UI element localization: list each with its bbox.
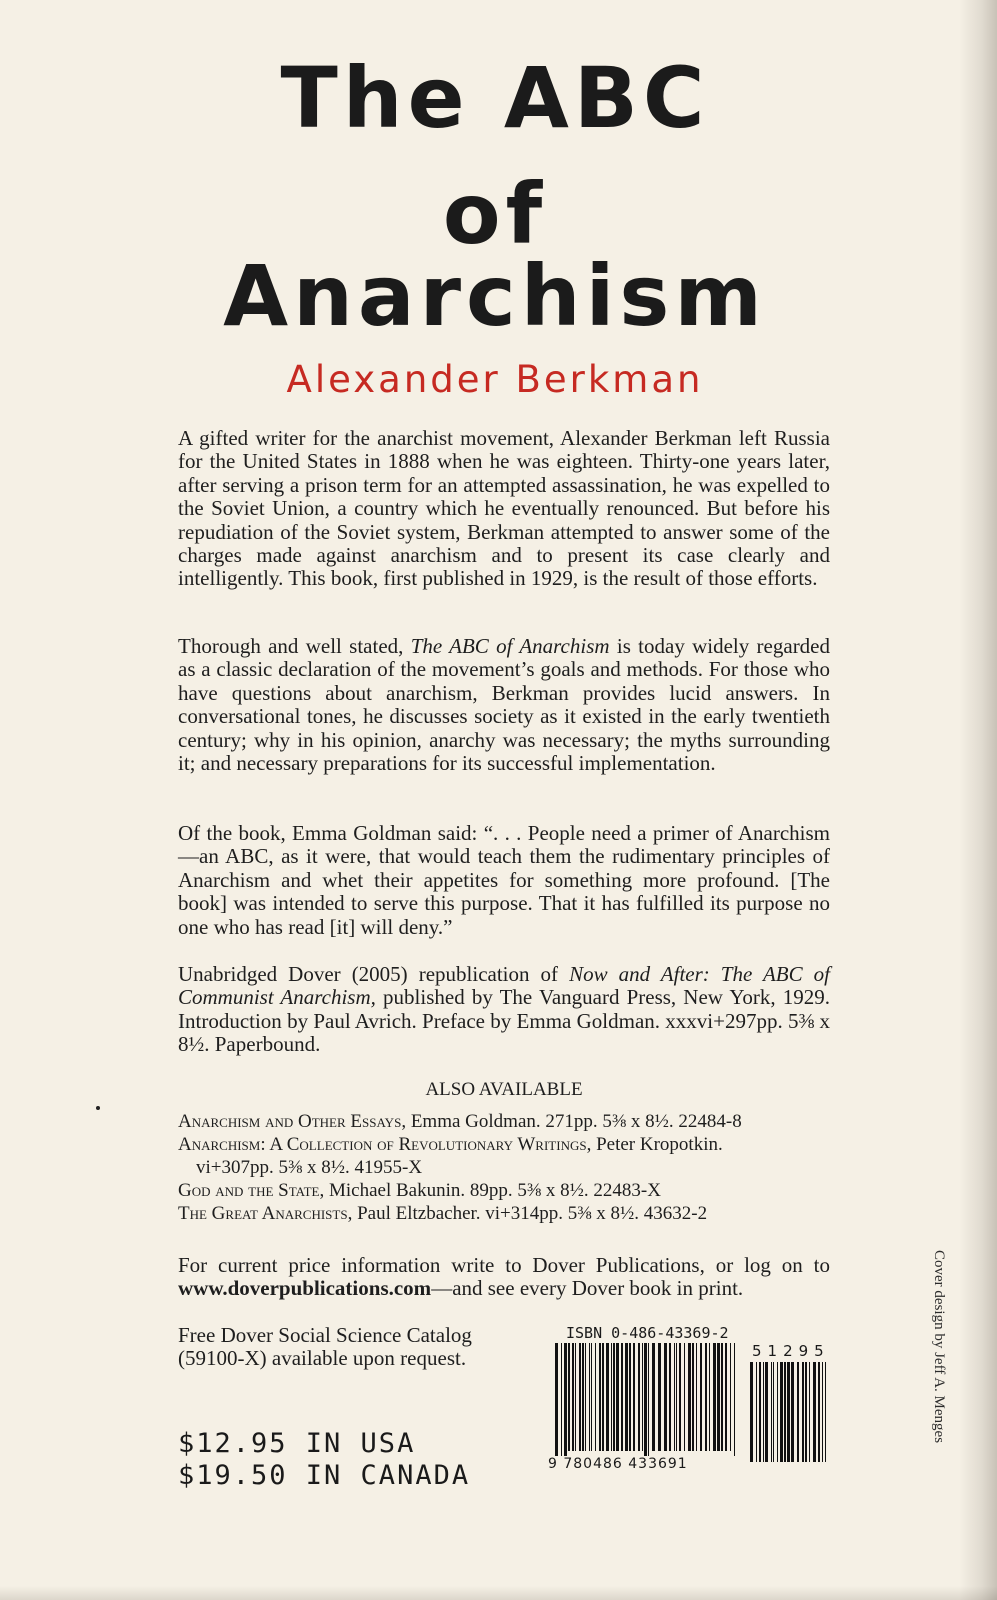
barcode-bar [575, 1343, 576, 1451]
barcode-bar [621, 1343, 623, 1451]
barcode-bar [669, 1343, 671, 1451]
barcode-bar [616, 1343, 619, 1451]
barcode-bar [572, 1343, 574, 1451]
barcode-bar [780, 1362, 783, 1462]
barcode-digits: 9 780486 433691 [548, 1456, 740, 1472]
also-available-item [178, 1202, 838, 1225]
barcode-bar [791, 1362, 794, 1462]
barcode-bar [582, 1343, 584, 1451]
also-item-details: , Michael Bakunin. 89pp. 5⅜ x 8½. 22483-X [319, 1180, 661, 1201]
barcode-bar [613, 1343, 615, 1451]
barcode-bar [763, 1362, 764, 1462]
also-item-details-continued: vi+307pp. 5⅜ x 8½. 41955-X [196, 1157, 423, 1178]
cover-design-credit: Cover design by Jeff A. Menges [931, 1250, 947, 1444]
barcode-bar [585, 1343, 586, 1451]
also-item-title: God and the State [178, 1180, 320, 1201]
barcode-bar [589, 1343, 590, 1451]
paragraph-2-book-title: The ABC of Anarchism [410, 634, 610, 658]
also-available-list [178, 1110, 838, 1225]
barcode-bar [688, 1343, 691, 1451]
barcode-bar [705, 1343, 707, 1451]
barcode-bar [595, 1343, 596, 1451]
barcode-bar [606, 1343, 609, 1451]
barcode-bar [773, 1362, 774, 1462]
publication-note-start: Unabridged Dover (2005) republication of [178, 962, 570, 986]
barcode-bar [822, 1362, 823, 1462]
barcode-bar [555, 1343, 558, 1461]
barcode-bar [787, 1362, 790, 1462]
barcode-bar [664, 1343, 667, 1451]
barcode-bar [692, 1343, 694, 1451]
barcode-bar [750, 1362, 753, 1462]
barcode-bar [674, 1343, 675, 1451]
barcode-bar [818, 1362, 820, 1462]
barcode-bar [648, 1343, 649, 1461]
isbn-barcode [553, 1343, 740, 1461]
barcode-bar [802, 1362, 804, 1462]
goldman-quote-paragraph: Of the book, Emma Goldman said: “. . . People need a primer of Anarchism—an ABC, as it were, that would teach them the rudimentary principles of Anarchism and whet their appetites for something more profound. [The book] was intended to serve this purpose. That it has fulfilled its purpose no one who has read [it] will deny.” [178, 821, 830, 939]
price-canada: $19.50 IN CANADA [178, 1460, 471, 1491]
author-name: Alexander Berkman [286, 358, 704, 401]
dover-website: www.doverpublications.com [178, 1276, 432, 1301]
paragraph-2-text-end: is today widely regarded as a classic declaration of the movement’s goals and methods. For those who have questions about anarchism, Berkman provides lucid answers. In conversational tones, he discusses society as it existed in the early twentieth century; why in his opinion, anarchy was necessary; the myths surrounding it; and necessary preparations for its successful implementation. [178, 634, 831, 776]
barcode-bar [633, 1343, 635, 1451]
also-item-details: , Emma Goldman. 271pp. 5⅜ x 8½. 22484-8 [401, 1111, 742, 1132]
barcode-bar [642, 1343, 643, 1451]
barcode-bar [591, 1343, 592, 1451]
barcode-bar [765, 1362, 768, 1462]
also-available-item [178, 1110, 838, 1133]
barcode-bar [599, 1343, 601, 1451]
barcode-bar [825, 1362, 826, 1462]
barcode-bar [625, 1343, 628, 1451]
description-paragraph-2 [178, 635, 830, 775]
barcode-bar [777, 1362, 778, 1462]
catalog-note: Free Dover Social Science Catalog (59100-X) available upon request. [178, 1323, 472, 1371]
description-paragraph-1: A gifted writer for the anarchist movement, Alexander Berkman left Russia for the United States in 1888 when he was eighteen. Thirty-one years later, after serving a prison term for an attempted assassination, he was expelled to the Soviet Union, a country which he eventually renounced. But before his repudiation of the Soviet system, Berkman attempted to answer some of the charges made against anarchism and to present its case clearly and intelligently. This book, first published in 1929, is the result of those efforts. [178, 426, 830, 591]
publication-note-end: published by The Vanguard Press, New York, 1929. Introduction by Paul Avrich. Preface by Emma Goldman. xxxvi+297pp. 5⅜ x 8½. Paperbound. [178, 985, 831, 1057]
also-available-item [178, 1133, 838, 1179]
publication-note-paragraph [178, 963, 830, 1057]
barcode-bar [658, 1343, 661, 1451]
barcode-bar [797, 1362, 799, 1462]
barcode-bar [684, 1343, 685, 1451]
barcode-bar [730, 1343, 731, 1451]
dover-info-text: For current price information write to Dover Publications, or log on to [178, 1253, 830, 1277]
price-usa: $12.95 IN USA [178, 1428, 416, 1459]
barcode-bar [771, 1362, 772, 1462]
price-addon-barcode [748, 1362, 830, 1472]
also-available-heading: ALSO AVAILABLE [425, 1079, 583, 1100]
spine-edge-shadow [959, 0, 997, 1600]
paragraph-2-text-start: Thorough and well stated, [178, 634, 411, 658]
dover-price-info [178, 1254, 830, 1301]
barcode-bar [652, 1343, 655, 1451]
price-block [178, 1428, 470, 1492]
barcode-bar [734, 1343, 735, 1461]
barcode-bar [564, 1343, 567, 1461]
barcode-bar [709, 1343, 710, 1451]
barcode-bar [629, 1343, 631, 1451]
barcode-bar [579, 1343, 581, 1451]
barcode-bar [611, 1343, 612, 1451]
title-line-3: Anarchism [223, 247, 767, 345]
title-line-1: The ABC [280, 49, 710, 147]
also-item-details: , Paul Eltzbacher. vi+314pp. 5⅜ x 8½. 43632-2 [347, 1203, 708, 1224]
also-item-title: Anarchism: A Collection of Revolutionary Writings [178, 1134, 587, 1155]
barcode-bar [638, 1343, 640, 1451]
barcode-bar [756, 1362, 757, 1462]
barcode-bar [725, 1343, 727, 1451]
barcode-bar [713, 1343, 716, 1451]
barcode-bar [717, 1343, 720, 1451]
also-item-details: , Peter Kropotkin. [586, 1134, 723, 1155]
barcode-bar [700, 1343, 702, 1451]
print-speck [96, 1106, 100, 1110]
barcode-bar [568, 1343, 570, 1451]
barcode-bar [676, 1343, 677, 1451]
also-available-item [178, 1179, 838, 1202]
barcode-bar [784, 1362, 786, 1462]
also-item-title: Anarchism and Other Essays [178, 1111, 402, 1132]
barcode-bar [561, 1343, 562, 1461]
also-item-title: The Great Anarchists [178, 1203, 348, 1224]
barcode-bar [721, 1343, 723, 1451]
bottom-edge-shadow [0, 1586, 997, 1600]
barcode-bar [759, 1362, 761, 1462]
title-line-2: of [442, 165, 548, 263]
barcode-bar [644, 1343, 647, 1461]
price-addon-digits: 51295 [752, 1342, 830, 1360]
barcode-bar [809, 1362, 810, 1462]
original-title: Now and After: The ABC of Communist Anarchism, [178, 962, 831, 1010]
barcode-bar [813, 1362, 816, 1462]
barcode-bar [805, 1362, 807, 1462]
isbn-label: ISBN 0-486-43369-2 [566, 1324, 729, 1342]
barcode-bar [602, 1343, 604, 1451]
barcode-bar [696, 1343, 697, 1451]
dover-info-text-end: —and see every Dover book in print. [431, 1276, 744, 1301]
barcode-bar [679, 1343, 681, 1451]
